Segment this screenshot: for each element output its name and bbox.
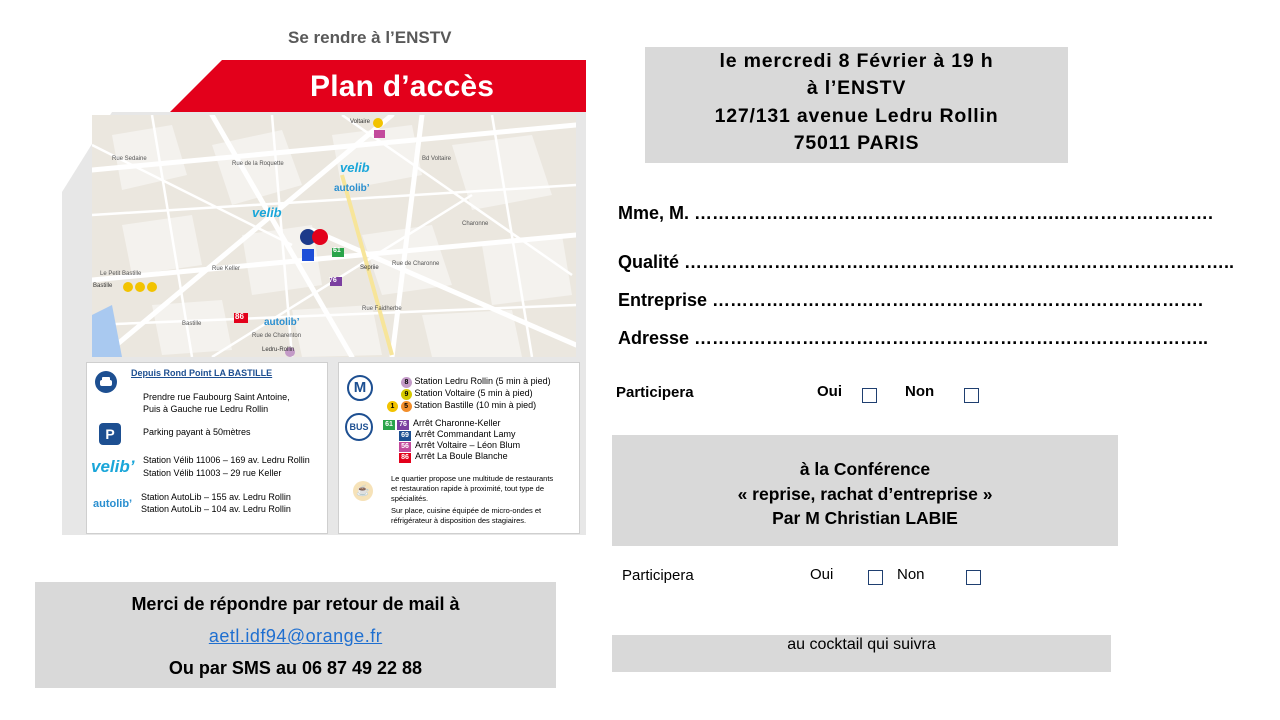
- adresse-field[interactable]: Adresse …………………………………………………………………………..: [618, 328, 1209, 348]
- event-date: le mercredi 8 Février à 19 h: [719, 50, 994, 72]
- bus-76-badge: 76: [397, 420, 409, 430]
- parking-info: Parking payant à 50mètres: [143, 427, 251, 437]
- participera-label-1: Participera: [616, 384, 694, 401]
- autolib-station-1: Station AutoLib – 155 av. Ledru Rollin: [141, 492, 291, 502]
- plan-title: Plan d’accès: [310, 70, 495, 103]
- autolib-logo: autolib’: [93, 498, 133, 510]
- name-field[interactable]: Mme, M. ……………………………………………………..…………………….: [618, 203, 1214, 223]
- autolib-map-logo-2: autolib’: [264, 317, 300, 328]
- oui-checkbox-2[interactable]: [868, 570, 883, 585]
- street-map: [92, 115, 576, 357]
- svg-text:Rue de Charenton: Rue de Charenton: [252, 333, 302, 339]
- velib-station-1: Station Vélib 11006 – 169 av. Ledru Rollin: [143, 455, 310, 465]
- svg-text:Rue de Charonne: Rue de Charonne: [392, 261, 440, 267]
- cocktail-box: [612, 635, 1111, 672]
- entreprise-field[interactable]: Entreprise ……………………………………………………………………….: [618, 290, 1204, 310]
- oui-checkbox-1[interactable]: [862, 388, 877, 403]
- map-label-ledru-rollin: Ledru-Rollin: [262, 347, 295, 353]
- bus-stop-4: Arrêt La Boule Blanche: [415, 451, 508, 461]
- reply-sms: Ou par SMS au 06 87 49 22 88: [168, 658, 423, 678]
- access-caption: Se rendre à l’ENSTV: [288, 28, 452, 47]
- street-map-graphic: [92, 115, 576, 357]
- metro-1-badge: 1: [387, 401, 398, 412]
- velib-station-2: Station Vélib 11003 – 29 rue Keller: [143, 468, 282, 478]
- svg-text:Bd Voltaire: Bd Voltaire: [422, 156, 452, 162]
- event-venue: à l’ENSTV: [806, 77, 907, 99]
- conference-subject: « reprise, rachat d’entreprise »: [737, 484, 993, 504]
- parking-icon: P: [99, 423, 121, 445]
- participera-label-2: Participera: [622, 567, 694, 584]
- map-label-voltaire: Voltaire: [350, 119, 371, 125]
- svg-text:Rue Sedaine: Rue Sedaine: [112, 156, 147, 162]
- cocktail-text: au cocktail qui suivra: [787, 636, 936, 653]
- autolib-map-logo: autolib’: [334, 183, 370, 194]
- bus-56-badge: 56: [399, 442, 411, 452]
- map-bus-86: 86: [235, 312, 244, 321]
- bus-icon: BUS: [345, 413, 373, 441]
- metro-station-2: Station Voltaire (5 min à pied): [414, 388, 533, 398]
- bus-stop-1: Arrêt Charonne-Keller: [413, 418, 501, 428]
- conference-title: à la Conférence: [799, 459, 931, 479]
- non-checkbox-1[interactable]: [964, 388, 979, 403]
- non-label-2: Non: [897, 566, 925, 583]
- metro-station-3: Station Bastille (10 min à pied): [414, 400, 537, 410]
- metro-line-2: [401, 388, 533, 400]
- metro-5-badge: 5: [401, 401, 412, 412]
- car-directions-line1: Prendre rue Faubourg Saint Antoine,: [143, 392, 290, 402]
- car-directions-title: Depuis Rond Point LA BASTILLE: [131, 368, 273, 378]
- map-bus-76: 76: [329, 277, 337, 284]
- event-city: 75011 PARIS: [793, 132, 920, 154]
- car-directions-line2: Puis à Gauche rue Ledru Rollin: [143, 404, 269, 414]
- svg-text:Le Petit Bastille: Le Petit Bastille: [100, 271, 142, 277]
- svg-text:Rue de la Roquette: Rue de la Roquette: [232, 161, 284, 167]
- food-info-1: Le quartier propose une multitude de restaurants: [391, 474, 554, 483]
- conference-speaker: Par M Christian LABIE: [772, 508, 958, 528]
- bus-86-badge: 86: [399, 453, 411, 463]
- map-label-sepriie: Sepriie: [360, 265, 379, 271]
- directions-panel: [86, 362, 328, 534]
- event-box: [645, 47, 1068, 163]
- conference-box: [612, 435, 1118, 546]
- bus-line-4: [399, 451, 508, 463]
- metro-9-badge: 9: [401, 389, 412, 400]
- car-icon: [95, 371, 117, 393]
- metro-line-1: [401, 376, 551, 388]
- oui-label-2: Oui: [810, 566, 834, 583]
- bus-69-badge: 69: [399, 431, 411, 441]
- metro-icon: M: [347, 375, 373, 401]
- food-info-3: spécialités.: [391, 494, 429, 503]
- svg-text:Rue Faidherbe: Rue Faidherbe: [362, 306, 402, 312]
- food-info-5: réfrigérateur à disposition des stagiaires.: [391, 516, 527, 525]
- bus-stop-2: Arrêt Commandant Lamy: [415, 429, 516, 439]
- food-info-4: Sur place, cuisine équipée de micro-ondes et: [391, 506, 542, 515]
- velib-map-logo-2: velib: [252, 205, 282, 220]
- non-checkbox-2[interactable]: [966, 570, 981, 585]
- velib-logo: velib’: [91, 457, 135, 476]
- svg-text:Bastille: Bastille: [182, 321, 202, 327]
- non-label-1: Non: [905, 383, 935, 400]
- metro-station-1: Station Ledru Rollin (5 min à pied): [414, 376, 551, 386]
- food-info-2: et restauration rapide à proximité, tout type de: [391, 484, 545, 493]
- map-label-bastille: Bastille: [93, 283, 113, 289]
- map-bus-61: 61: [333, 247, 341, 254]
- metro-line-3: [387, 400, 536, 412]
- restaurant-icon: ☕: [353, 481, 373, 501]
- reply-box: [35, 582, 556, 688]
- reply-instruction: Merci de répondre par retour de mail à: [131, 594, 460, 614]
- metro-8-badge: 8: [401, 377, 412, 388]
- reply-email-link[interactable]: aetl.idf94@orange.fr: [208, 626, 383, 646]
- svg-text:Charonne: Charonne: [462, 221, 489, 227]
- event-street: 127/131 avenue Ledru Rollin: [714, 105, 999, 127]
- bus-61-badge: 61: [383, 420, 395, 430]
- svg-text:Rue Keller: Rue Keller: [212, 266, 241, 272]
- velib-map-logo: velib: [340, 160, 370, 175]
- autolib-station-2: Station AutoLib – 104 av. Ledru Rollin: [141, 504, 291, 514]
- bus-stop-3: Arrêt Voltaire – Léon Blum: [415, 440, 521, 450]
- oui-label-1: Oui: [817, 383, 842, 400]
- transport-panel: [338, 362, 580, 534]
- qualite-field[interactable]: Qualité ………………………………………………………………………………..: [618, 252, 1235, 272]
